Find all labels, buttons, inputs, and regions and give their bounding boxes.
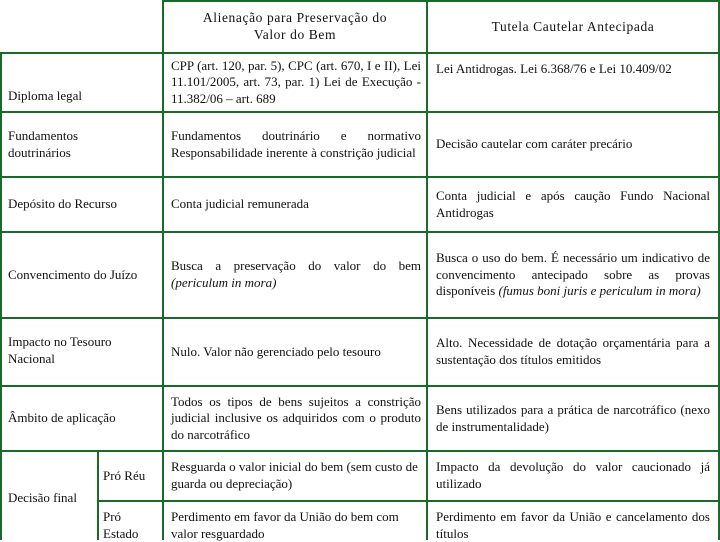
row-label-fundamentos: Fundamentos doutrinários: [8, 127, 79, 160]
row-label-convencimento: Convencimento do Juízo: [8, 266, 138, 282]
cell-pro-reu-tutela: Impacto da devolução do valor caucionado já utilizado: [436, 459, 710, 491]
row-label-decisao-final: Decisão final: [8, 490, 77, 505]
row-label-deposito: Depósito do Recurso: [8, 196, 118, 212]
cell-diploma-preservacao: CPP (art. 120, par. 5), CPC (art. 670, I e II), Lei 11.101/2005, art. 73, par. 1) Lei de Execução - 11.382/06 – art. 689: [171, 57, 421, 106]
cell-pro-estado-tutela: Perdimento em favor da União e cancelamento dos títulos: [436, 509, 710, 541]
cell-pro-reu-preservacao: Resguarda o valor inicial do bem (sem custo de guarda ou depreciação): [171, 459, 418, 491]
cell-diploma-tutela: Lei Antidrogas. Lei 6.368/76 e Lei 10.409/02: [436, 61, 672, 76]
sub-label-pro-reu: Pró Réu: [103, 467, 146, 483]
cell-deposito-tutela: Conta judicial e após caução Fundo Nacional Antidrogas: [436, 187, 710, 220]
header-tutela: Tutela Cautelar Antecipada: [491, 18, 655, 34]
row-label-ambito: Âmbito de aplicação: [8, 410, 116, 426]
row-label-impacto: Impacto no Tesouro Nacional: [8, 334, 112, 366]
convencimento-tutela-latin: (fumus boni juris e periculum in mora): [498, 283, 701, 299]
cell-pro-estado-preservacao: Perdimento em favor da União do bem com valor resguardado: [171, 509, 399, 541]
cell-deposito-preservacao: Conta judicial remunerada: [171, 196, 309, 212]
cell-impacto-preservacao: Nulo. Valor não gerenciado pelo tesouro: [171, 343, 381, 359]
row-label-diploma-legal: Diploma legal: [8, 88, 83, 104]
sub-label-pro-estado: Pró Estado: [103, 509, 139, 541]
header-preservacao: Alienação para Preservação do Valor do Bem: [202, 10, 388, 42]
cell-impacto-tutela: Alto. Necessidade de dotação orçamentária para a sustentação dos títulos emitidos: [436, 335, 710, 367]
convencimento-preservacao-text: Busca a preservação do valor do bem: [171, 258, 421, 274]
cell-fundamentos-tutela: Decisão cautelar com caráter precário: [436, 136, 633, 152]
convencimento-preservacao-latin: (periculum in mora): [171, 275, 277, 290]
cell-ambito-preservacao: Todos os tipos de bens sujeitos a constrição judicial inclusive os adquiridos com o produto do narcotráfico: [171, 393, 421, 442]
cell-fundamentos-preservacao: Fundamentos doutrinário e normativo Responsabilidade inerente à constrição judicial: [171, 127, 421, 160]
convencimento-tutela-text: Busca o uso do bem. É necessário um indicativo de convencimento antecipado sobre as provas disponíveis: [436, 250, 710, 299]
cell-convencimento-preservacao: [164, 233, 426, 317]
cell-convencimento-tutela: [428, 233, 718, 317]
cell-ambito-tutela: Bens utilizados para a prática de narcotráfico (nexo de instrumentalidade): [436, 401, 710, 434]
